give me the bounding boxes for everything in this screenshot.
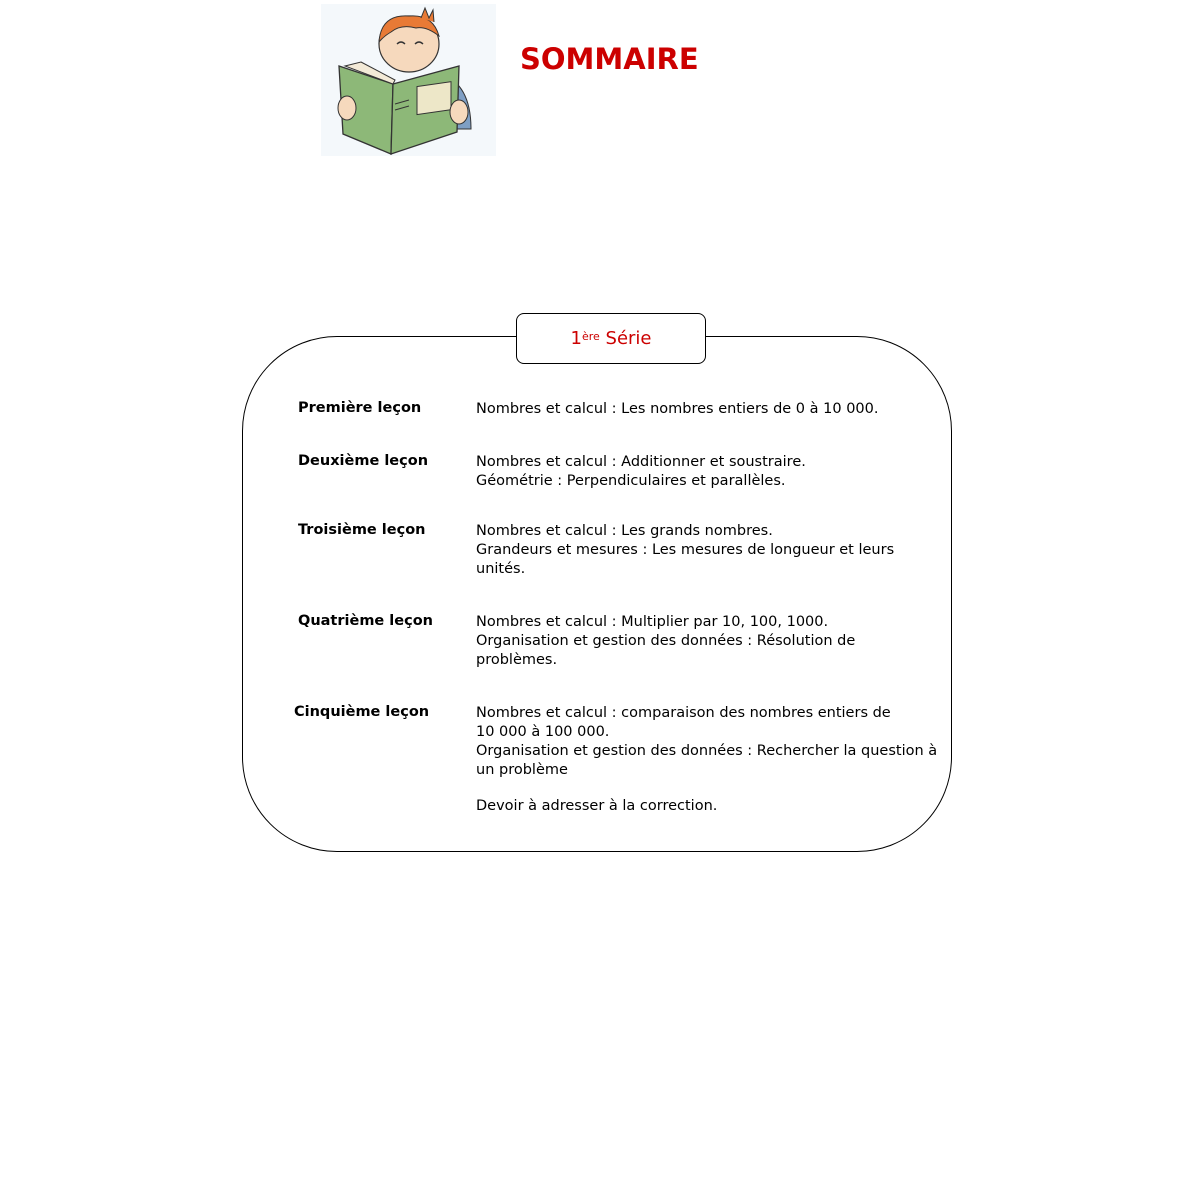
- lesson-line: unités.: [476, 561, 526, 577]
- series-label: [516, 313, 706, 364]
- lesson-line: Nombres et calcul : Multiplier par 10, 100, 1000.: [476, 614, 829, 630]
- lesson-line: Nombres et calcul : Les grands nombres.: [476, 523, 773, 539]
- lesson-line: Géométrie : Perpendiculaires et parallèles.: [476, 473, 786, 489]
- lesson-line: un problème: [476, 762, 568, 778]
- lesson-line: 10 000 à 100 000.: [476, 724, 610, 740]
- page-title: SOMMAIRE: [520, 42, 699, 76]
- lesson-description: [476, 400, 926, 419]
- lesson-description: [476, 453, 926, 491]
- lesson-description: [476, 613, 926, 670]
- lesson-line: problèmes.: [476, 652, 558, 668]
- lesson-line: Organisation et gestion des données : Rechercher la question à: [476, 743, 938, 759]
- spacer: [476, 780, 926, 797]
- lesson-line: Grandeurs et mesures : Les mesures de longueur et leurs: [476, 542, 895, 558]
- lesson-title: Première leçon: [298, 400, 422, 416]
- boy-reading-book-icon: [321, 4, 496, 156]
- lesson-title: Quatrième leçon: [298, 613, 433, 629]
- lesson-line: Organisation et gestion des données : Résolution de: [476, 633, 856, 649]
- lesson-title: Cinquième leçon: [294, 704, 430, 720]
- series-superscript: ère: [581, 330, 600, 343]
- lesson-description: [476, 704, 938, 816]
- series-word: Série: [605, 328, 652, 349]
- lesson-description: [476, 522, 926, 579]
- lesson-title: Deuxième leçon: [298, 453, 429, 469]
- lesson-note: Devoir à adresser à la correction.: [476, 798, 718, 814]
- series-number: 1: [570, 328, 582, 349]
- lesson-title: Troisième leçon: [298, 522, 426, 538]
- lesson-line: Nombres et calcul : comparaison des nombres entiers de: [476, 705, 891, 721]
- lesson-line: Nombres et calcul : Additionner et soustraire.: [476, 454, 806, 470]
- lesson-line: Nombres et calcul : Les nombres entiers de 0 à 10 000.: [476, 401, 879, 417]
